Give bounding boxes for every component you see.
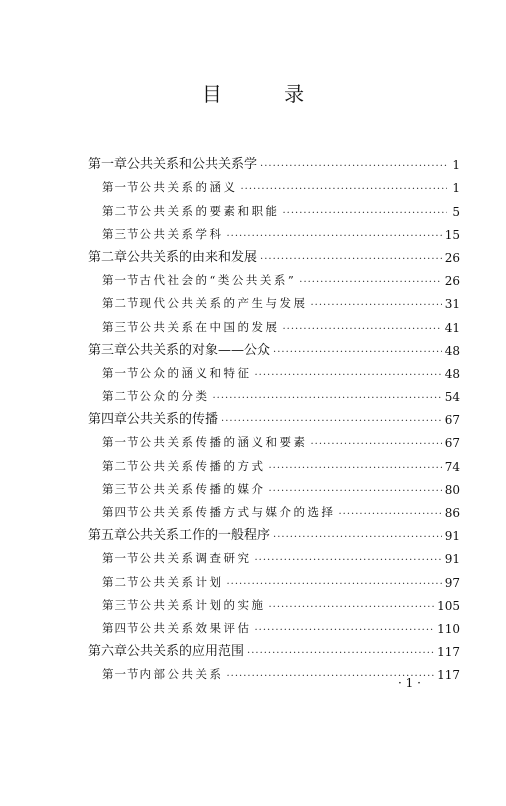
toc-chapter-entry[interactable] [88,149,460,172]
dot-leader [213,393,442,404]
table-of-contents [88,149,460,682]
chapter-number: 第三章 [88,342,128,358]
section-number: 第四节 [102,505,140,519]
page-number: 67 [444,436,460,451]
toc-section-entry[interactable] [88,474,460,497]
section-number: 第三节 [102,319,140,334]
chapter-title: 公共关系的由来和发展 [127,249,258,265]
section-number: 第一节 [102,365,140,380]
dot-leader [255,555,442,566]
dot-leader [273,347,442,358]
dot-leader [339,509,442,520]
page-number: 110 [437,621,460,636]
section-title: 公共关系传播的方式 [139,458,266,473]
chapter-title: 公共关系的对象——公众 [127,342,271,358]
page-number: 86 [444,506,460,520]
page-number-footer: · 1 · [398,676,421,690]
toc-section-entry[interactable] [88,311,460,334]
page-number: 1 [452,181,460,196]
section-title: 内部公共关系 [139,667,224,682]
dot-leader [227,579,442,590]
page-number: 31 [444,297,460,312]
section-title: 公共关系计划的实施 [139,597,266,612]
chapter-title: 公共关系的传播 [127,412,219,428]
section-title: 公共关系学科 [139,226,224,241]
dot-leader [241,184,448,195]
toc-chapter-entry[interactable] [88,636,460,659]
section-number: 第一节 [102,435,140,450]
toc-section-entry[interactable] [88,358,460,381]
page-number: 67 [444,413,460,428]
section-number: 第一节 [102,551,140,566]
section-title: 现代公共关系的产生与发展 [139,296,308,311]
section-title: 公共关系调查研究 [139,551,252,566]
section-number: 第三节 [102,597,140,612]
toc-section-entry[interactable] [88,497,460,520]
dot-leader [221,416,442,427]
page-number: 26 [444,274,460,289]
section-number: 第二节 [102,389,140,404]
dot-leader [255,625,435,636]
section-title: 公众的分类 [139,389,210,404]
page-number: 15 [444,227,460,242]
section-title: 公共关系传播的涵义和要素 [139,435,308,450]
toc-chapter-entry[interactable] [88,404,460,427]
chapter-number: 第六章 [88,644,128,660]
dot-leader [247,648,434,659]
page-number: 117 [437,668,460,683]
section-title: 公共关系传播的媒介 [139,481,266,496]
section-number: 第二节 [102,203,140,218]
dot-leader [260,161,447,172]
page-number: 41 [444,320,460,335]
dot-leader [283,208,448,219]
section-title: 古代社会的“类公共关系” [139,273,297,288]
section-number: 第一节 [102,273,140,288]
section-title: 公众的涵义和特征 [139,365,252,380]
dot-leader [283,324,442,335]
section-number: 第一节 [102,180,140,195]
chapter-title: 公共关系的应用范围 [127,644,245,660]
page-number: 54 [444,390,460,405]
toc-chapter-entry[interactable] [88,520,460,543]
page-number: 91 [444,552,460,567]
chapter-number: 第五章 [88,528,128,544]
toc-section-entry[interactable] [88,613,460,636]
page-number: 105 [437,598,460,613]
page-number: 80 [444,482,460,497]
page-number: 74 [444,459,460,474]
toc-section-entry[interactable] [88,543,460,566]
dot-leader [299,277,441,288]
toc-section-entry[interactable] [88,590,460,613]
page-number: 91 [444,529,460,544]
dot-leader [273,532,442,543]
dot-leader [269,486,442,497]
toc-chapter-entry[interactable] [88,242,460,265]
section-title: 公共关系的要素和职能 [139,203,280,218]
section-title: 公共关系计划 [139,574,224,589]
section-number: 第二节 [102,574,140,589]
dot-leader [311,300,442,311]
chapter-number: 第四章 [88,412,128,428]
dot-leader [227,231,442,242]
page-number: 1 [452,158,460,173]
section-number: 第二节 [102,458,140,473]
section-number: 第二节 [102,296,140,311]
page-number: 48 [444,366,460,381]
page-title: 目 录 [201,82,333,106]
page-number: 117 [437,645,460,660]
page-number: 97 [444,575,460,590]
chapter-number: 第二章 [88,249,128,265]
toc-section-entry[interactable] [88,195,460,218]
chapter-number: 第一章 [88,157,128,173]
toc-section-entry[interactable] [88,566,460,589]
dot-leader [269,463,442,474]
toc-section-entry[interactable] [88,450,460,473]
chapter-title: 公共关系和公共关系学 [127,157,258,173]
page-number: 48 [444,343,460,358]
page-number: 5 [452,204,460,219]
section-number: 第一节 [102,667,140,682]
page-number: 26 [444,250,460,265]
toc-section-entry[interactable] [88,172,460,195]
dot-leader [269,602,435,613]
section-number: 第三节 [102,226,140,241]
toc-section-entry[interactable] [88,427,460,450]
section-number: 第四节 [102,620,140,635]
toc-section-entry[interactable] [88,381,460,404]
dot-leader [311,439,442,450]
section-title: 公共关系在中国的发展 [139,319,280,334]
chapter-title: 公共关系工作的一般程序 [127,528,271,544]
toc-section-entry[interactable] [88,288,460,311]
dot-leader [255,370,442,381]
section-title: 公共关系效果评估 [139,620,252,635]
toc-section-entry[interactable] [88,265,460,288]
toc-section-entry[interactable] [88,219,460,242]
section-title: 公共关系传播方式与媒介的选择 [139,505,336,519]
section-title: 公共关系的涵义 [139,180,238,195]
toc-chapter-entry[interactable] [88,335,460,358]
dot-leader [260,254,442,265]
section-number: 第三节 [102,481,140,496]
